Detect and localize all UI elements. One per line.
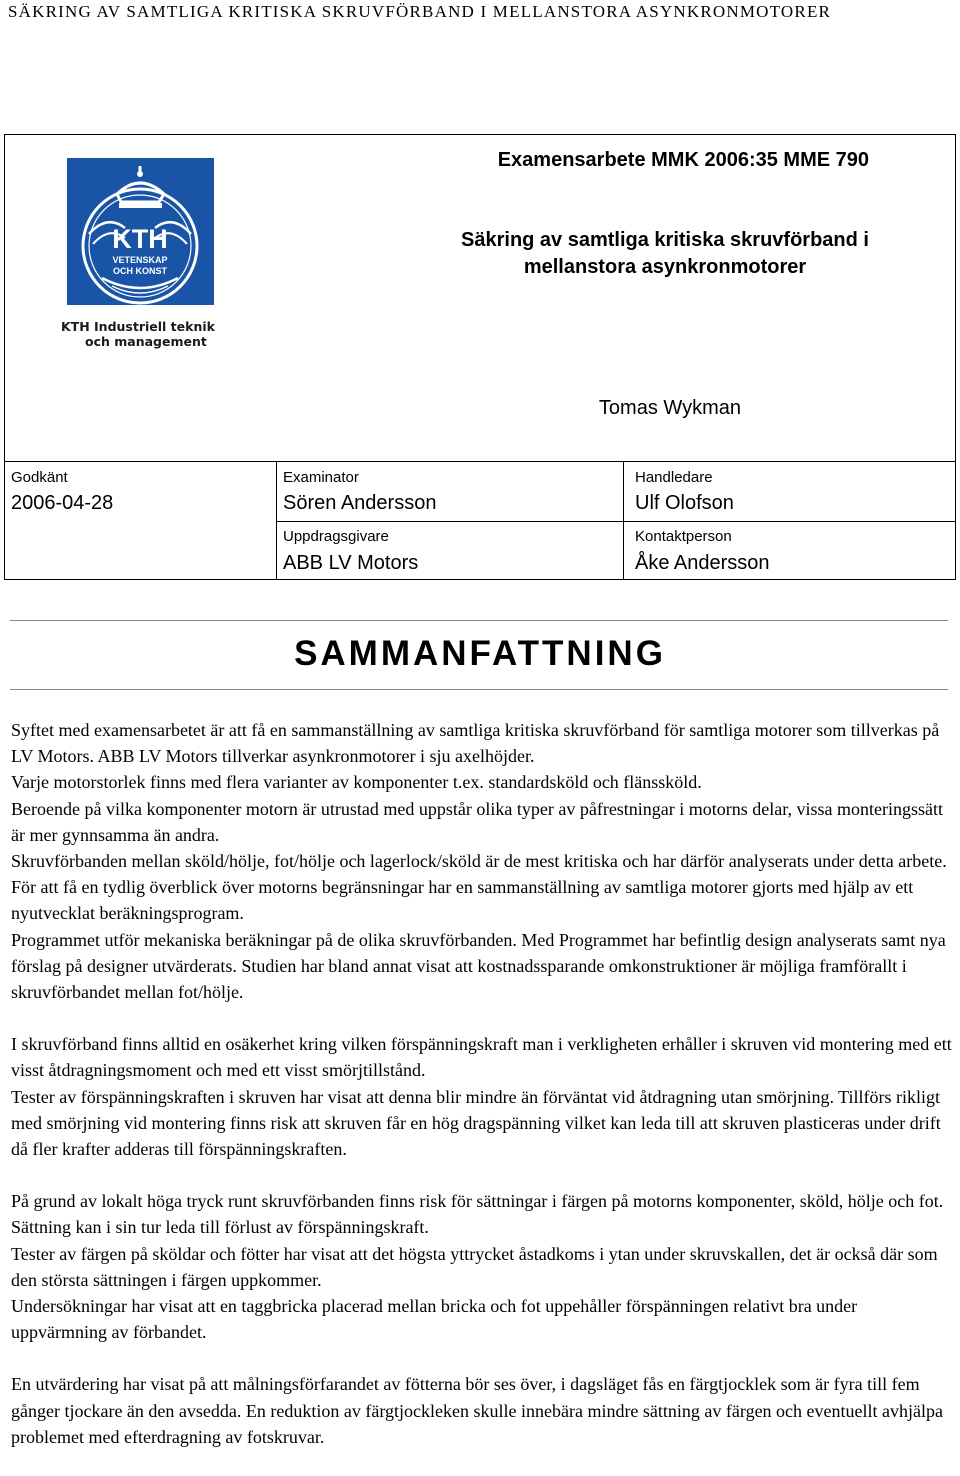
commissioner-label: Uppdragsgivare <box>283 528 389 545</box>
contact-label: Kontaktperson <box>635 528 732 545</box>
abstract-paragraph: Syftet med examensarbetet är att få en sammanställning av samtliga kritiska skruvförband för samtliga motorer som tillverkas på LV Motors. ABB LV Motors tillverkar asynkronmotorer i sju axelhöjder. Varje motorstorlek finns med flera varianter av komponenter t.ex. standardsköld och flänssköld. Beroende på vilka komponenter motorn är utrustad med uppstår olika typer av påfrestningar i motorns delar, vissa monteringssätt är mer gynnsamma än andra. Skruvförbanden mellan sköld/hölje, fot/hölje och lagerlock/sköld är de mest kritiska och har därför analyserats under detta arbete. För att få en tydlig överblick över motorns begränsningar har en sammanställning av samtliga motorer gjorts med hjälp av ett nyutvecklat beräkningsprogram. Programmet utför mekaniska beräkningar på de olika skruvförbanden. Med Programmet har befintlig design analyserats samt nya förslag på designer utvärderats. Studien har bland annat visat att kostnadssparande omkonstruktioner är möjliga framförallt i skruvförbandet mellan fot/hölje. <box>11 720 947 1003</box>
abstract-paragraph: En utvärdering har visat på att målningsförfarandet av fötterna bör ses över, i dagsläget fås en färgtjocklek som är fyra till fem gånger tjockare än den avsedda. En reduktion av färgtjockleken skulle innebära mindre sättning av färgen och eventuellt avhjälpa problemet med efterdragning av fotskruvar. <box>11 1374 943 1447</box>
kth-subtitle-line2: och management <box>85 334 207 349</box>
logo-kth-text: KTH <box>112 224 168 254</box>
running-header: SÄKRING AV SAMTLIGA KRITISKA SKRUVFÖRBAND I MELLANSTORA ASYNKRONMOTORER <box>8 2 832 21</box>
grid-divider-1 <box>276 461 277 580</box>
examiner-label: Examinator <box>283 469 359 486</box>
abstract-bottom-rule <box>10 689 948 690</box>
thesis-title <box>385 227 945 281</box>
contact-name: Åke Andersson <box>635 552 770 574</box>
abstract-top-rule <box>10 620 948 621</box>
grid-middle-line <box>276 521 955 522</box>
grid-divider-2 <box>623 461 624 580</box>
exam-id: Examensarbete MMK 2006:35 MME 790 <box>497 149 869 171</box>
kth-subtitle-line1: KTH Industriell teknik <box>61 319 215 334</box>
thesis-title-text: Säkring av samtliga kritiska skruvförband i mellanstora asynkronmotorer <box>461 229 869 278</box>
abstract-paragraph: På grund av lokalt höga tryck runt skruvförbanden finns risk för sättningar i färgen på motorns komponenter, sköld, hölje och fot. Sättning kan i sin tur leda till förlust av förspänningskraft. Tester av färgen på sköldar och fötter har visat att det högsta yttrycket åstadkoms i ytan under skruvskallen, det är också där som den största sättningen i färgen uppkommer. Undersökningar har visat att en taggbricka placerad mellan bricka och fot uppehåller förspänningen relativt bra under uppvärmning av förbandet. <box>11 1191 944 1343</box>
commissioner-name: ABB LV Motors <box>283 552 419 574</box>
supervisor-name: Ulf Olofson <box>635 492 734 514</box>
examiner-name: Sören Andersson <box>283 492 437 514</box>
grid-top-line <box>5 461 955 462</box>
abstract-heading: SAMMANFATTNING <box>294 634 666 673</box>
title-page-box <box>4 134 956 580</box>
abstract-paragraph: I skruvförband finns alltid en osäkerhet kring vilken förspänningskraft man i verkligheten erhåller i skruven vid montering med ett visst åtdragningsmoment och med ett visst smörjtillstånd. Tester av förspänningskraften i skruven har visat att denna blir mindre än förväntat vid åtdragning utan smörjning. Tillförs rikligt med smörjning vid montering finns risk att skruven får en hög dragspänning vilket kan leda till att skruven plasticeras under drift då fler krafter adderas till förspänningskraften. <box>11 1034 952 1160</box>
author-name: Tomas Wykman <box>598 397 741 419</box>
logo-line2-text: OCH KONST <box>113 266 167 276</box>
approved-label: Godkänt <box>11 469 68 486</box>
supervisor-label: Handledare <box>635 469 713 486</box>
abstract-body <box>11 717 956 1450</box>
logo-line1-text: VETENSKAP <box>112 255 168 265</box>
kth-logo <box>67 158 214 305</box>
kth-subtitle <box>61 319 215 349</box>
approved-date: 2006-04-28 <box>11 492 114 514</box>
